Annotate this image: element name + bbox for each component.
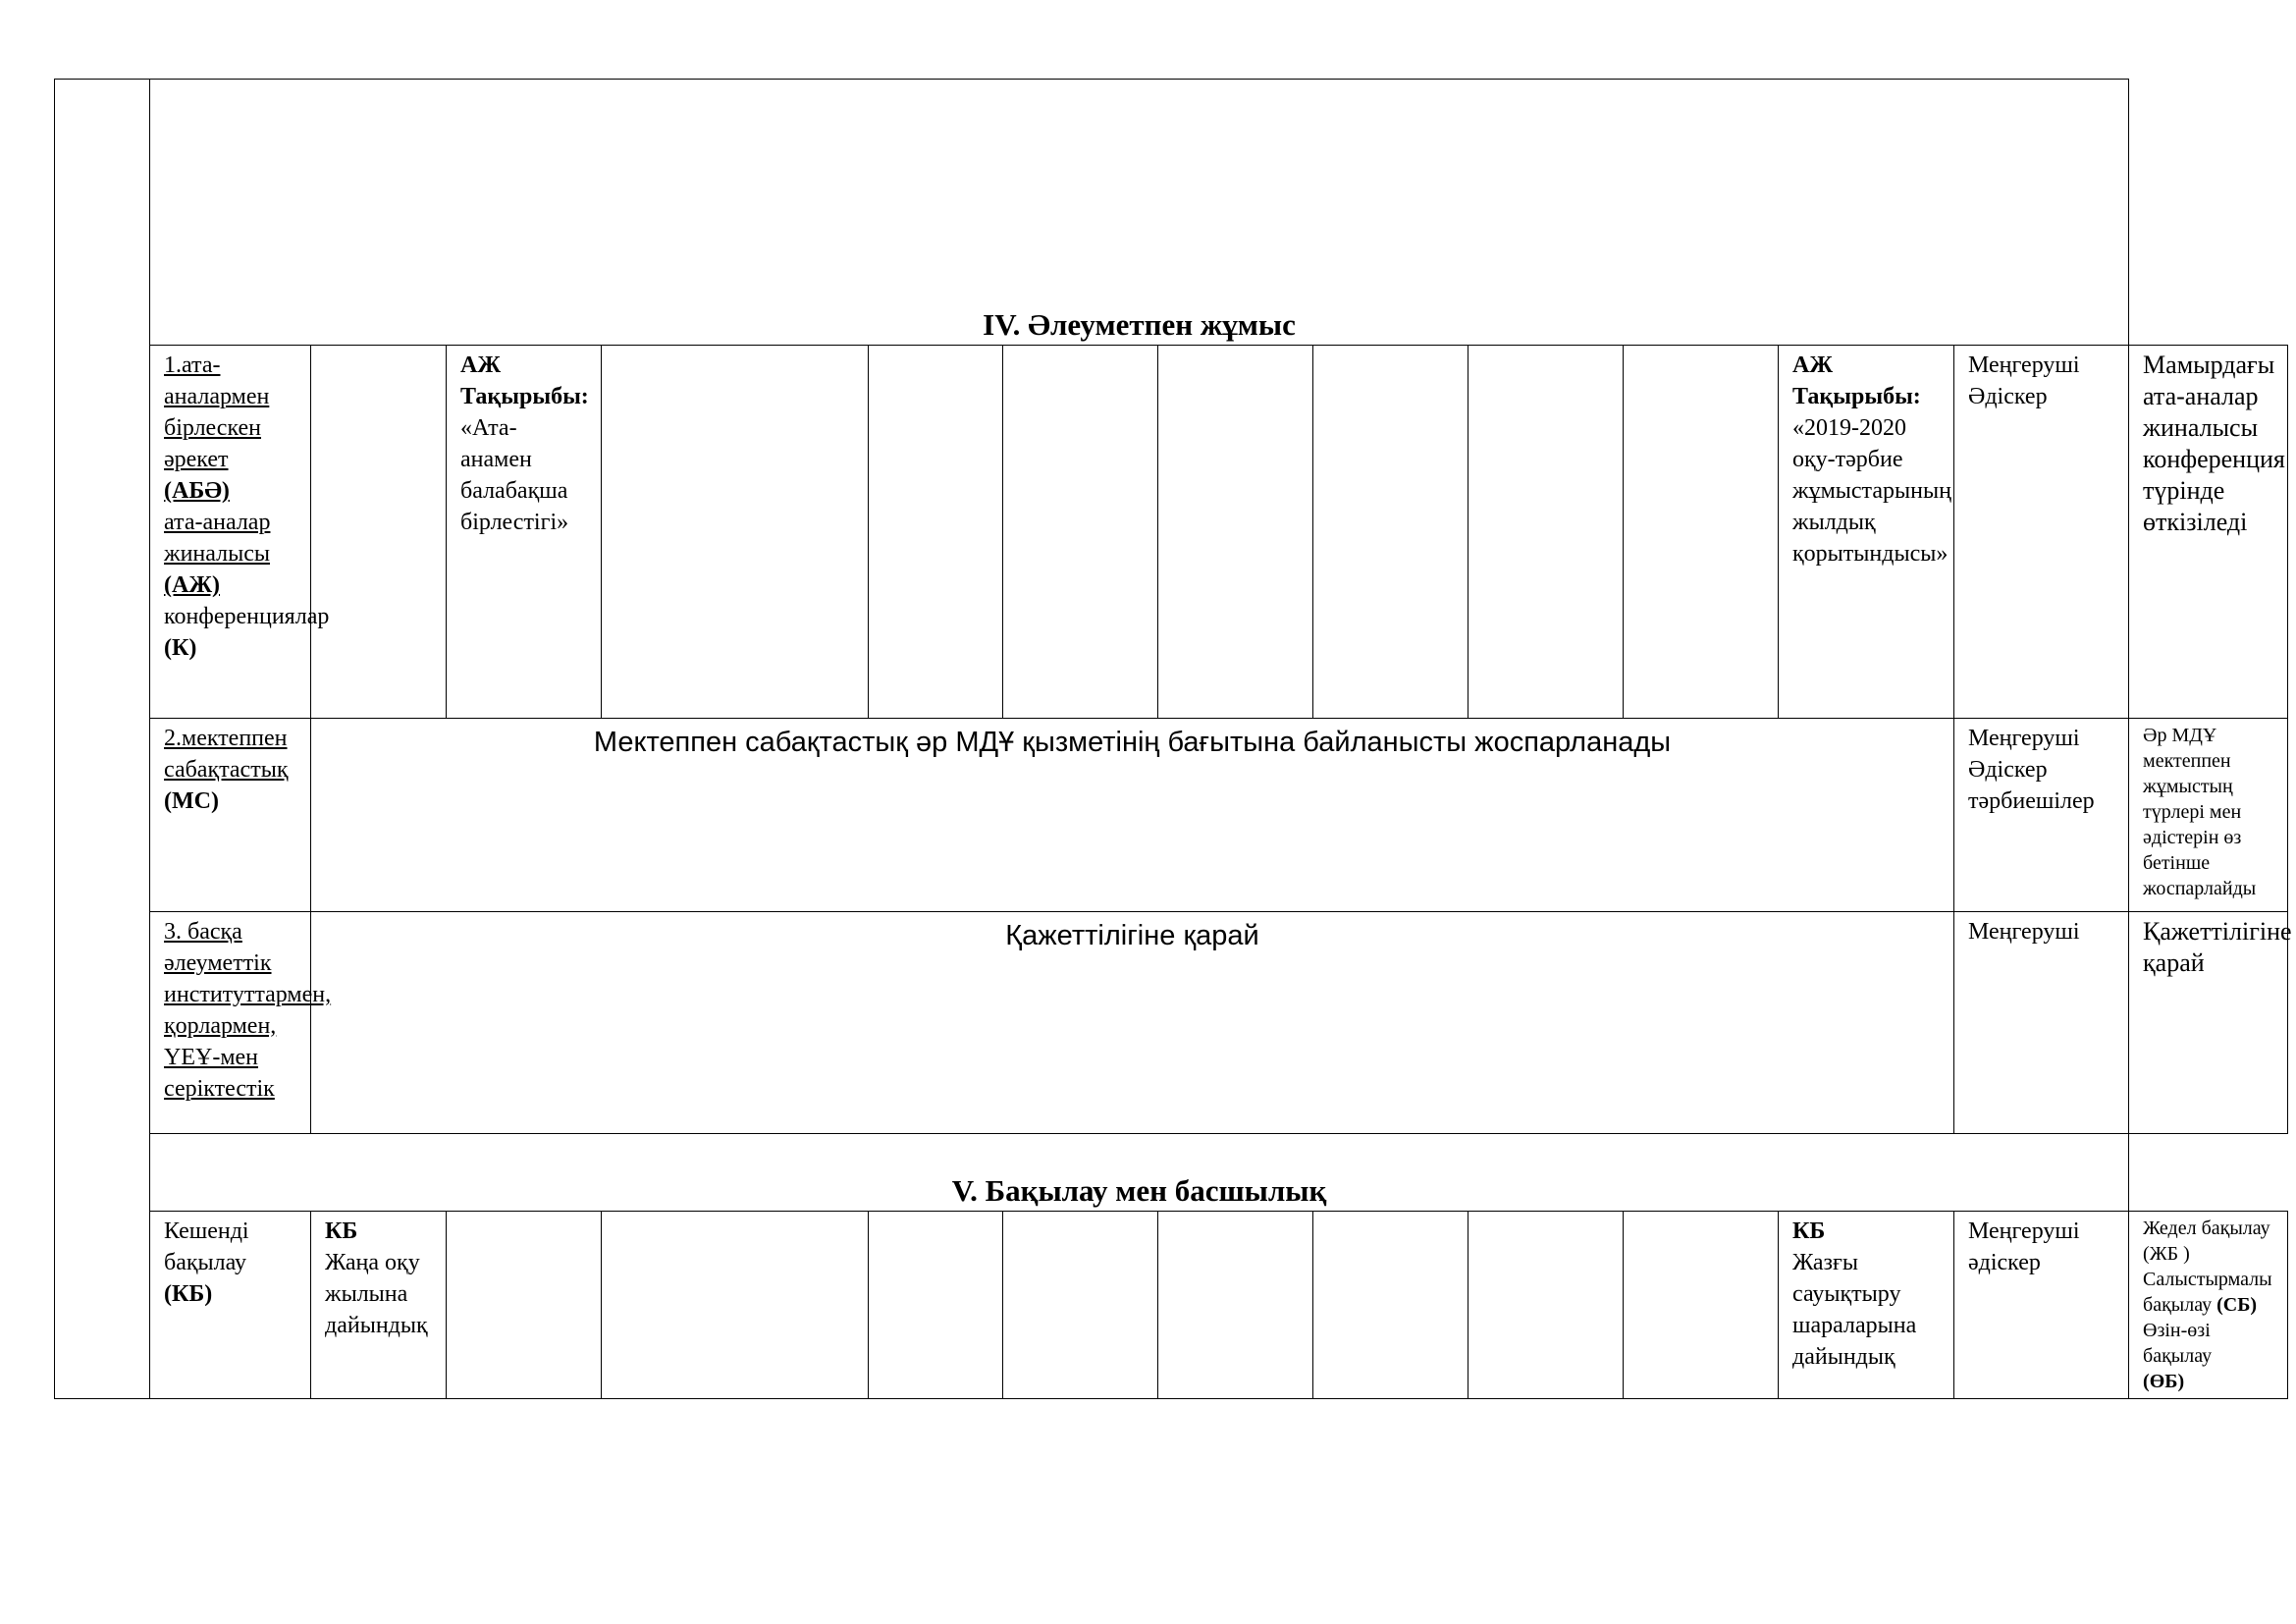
section-v-row [55,1134,2288,1212]
table-row [55,1212,2288,1399]
note-cell: Әр МДҰ мектеппен жұмыстың түрлері мен әдістерін өз бетінше жоспарлайды [2129,719,2288,912]
table-cell [447,1212,602,1399]
table-cell [1313,346,1468,719]
table-cell [1003,346,1158,719]
responsible-cell: Меңгеруші әдіскер [1954,1212,2129,1399]
row-label-text: 2.мектеппен сабақтастық [164,726,289,783]
row-label [150,346,330,719]
table-cell [869,1212,1003,1399]
section-iv-row [55,80,2288,346]
table-cell [1779,1212,1954,1399]
note-text: Салыстырмалы бақылау [2143,1269,2272,1316]
note-cell: Мамырдағы ата-аналар жиналысы конференция түрінде өткізіледі [2129,346,2288,719]
row-label [150,1212,311,1399]
note-cell: Қажеттілігіне қарай [2129,912,2288,1134]
table-cell [1624,1212,1779,1399]
row-label [150,719,311,912]
cell-text: «Ата-анамен балабақша бірлестігі» [460,415,569,535]
note-abbr: (СБ) [2216,1294,2258,1316]
section-iv-title: IV. Әлеуметпен жұмыс [150,80,2129,346]
note-text: Жедел бақылау (ЖБ ) [2143,1218,2270,1265]
cell-text: «2019-2020 оқу-тәрбие жұмыстарының жылдық қорытындысы» [1792,415,1951,567]
section-v-title: V. Бақылау мен басшылық [150,1134,2129,1212]
table-cell [311,346,447,719]
cell-heading: КБ [1792,1218,1826,1244]
table-row [55,719,2288,912]
merged-plan-cell: Қажеттілігіне қарай [311,912,1954,1134]
table-cell [1003,1212,1158,1399]
cell-heading: КБ [325,1218,358,1244]
cell-heading: АЖ Тақырыбы: [1792,352,1921,409]
responsible-cell: Меңгеруші Әдіскер [1954,346,2129,719]
table-cell [869,346,1003,719]
table-row [55,912,2288,1134]
cell-heading: АЖ Тақырыбы: [460,352,589,409]
row-label-abbr: (АЖ) [164,572,221,598]
table-cell [1779,346,1954,719]
table-cell [1158,1212,1313,1399]
note-text: Өзін-өзі бақылау [2143,1320,2213,1367]
table-cell [1468,1212,1624,1399]
row-label-abbr: (МС) [164,788,219,814]
row-label-text: ата-аналар жиналысы [164,510,271,567]
table-cell [1624,346,1779,719]
row-label-text: 1.ата-аналармен бірлескен әрекет [164,352,270,472]
plan-table [54,79,2292,1399]
merged-plan-cell: Мектеппен сабақтастық әр МДҰ қызметінің бағытына байланысты жоспарланады [311,719,1954,912]
table-cell [1158,346,1313,719]
row-label [150,912,332,1134]
table-cell [602,1212,869,1399]
table-row [55,346,2288,719]
responsible-cell: Меңгеруші Әдіскер тәрбиешілер [1954,719,2129,912]
table-cell [602,346,869,719]
note-cell [2129,1212,2288,1399]
row-label-abbr: (АБӘ) [164,478,230,504]
responsible-cell: Меңгеруші [1954,912,2129,1134]
row-label-text: 3. басқа әлеуметтік институттармен, қорлармен, ҮЕҰ-мен серіктестік [164,919,332,1102]
row-label-text: конференциялар [164,604,330,629]
cell-text: Жаңа оқу жылына дайындық [325,1250,428,1338]
left-margin-column [55,80,150,1399]
table-cell [1313,1212,1468,1399]
table-cell [1468,346,1624,719]
cell-text: Жазғы сауықтыру шараларына дайындық [1792,1250,1917,1370]
row-label-abbr: (КБ) [164,1281,213,1307]
table-cell [311,1212,447,1399]
note-abbr: (ӨБ) [2143,1371,2185,1392]
row-label-abbr: (К) [164,635,197,661]
row-label-text: Кешенді бақылау [164,1218,249,1275]
table-cell [447,346,602,719]
